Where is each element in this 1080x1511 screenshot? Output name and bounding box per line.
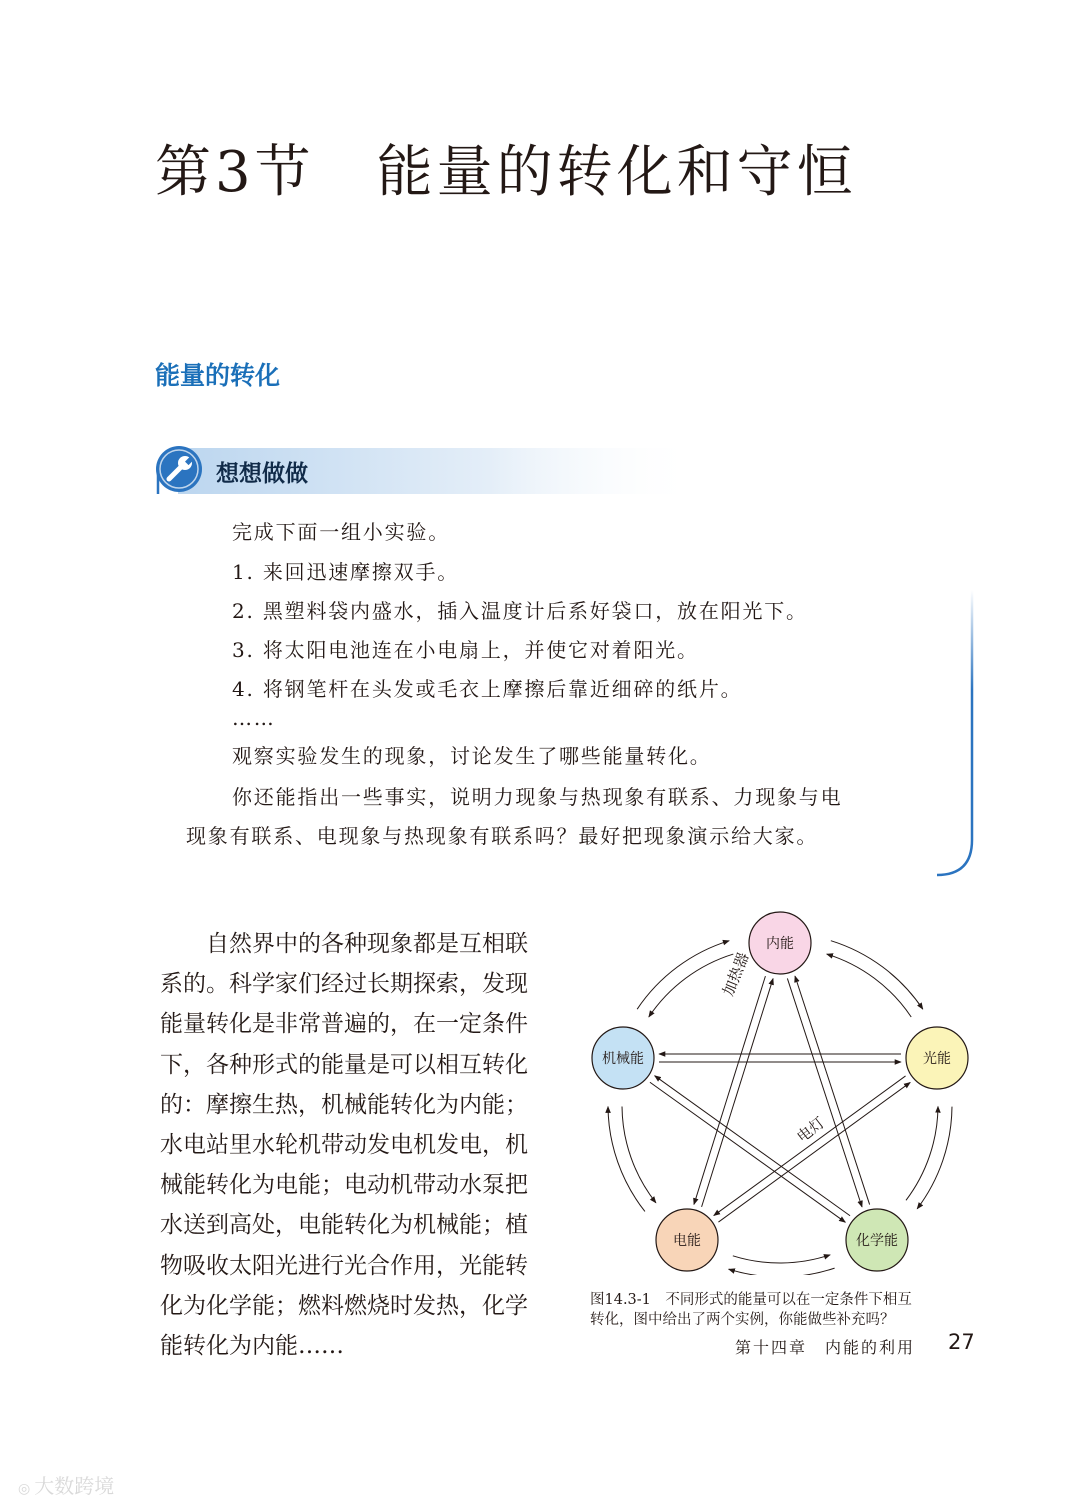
activity-box [150,440,980,885]
conversion-arrow [831,941,923,1009]
section-number: 第3节 [155,140,315,205]
body-line: 物吸收太阳光进行光合作用，光能转 [160,1252,528,1279]
figure-caption [590,1290,990,1330]
activity-line: 1. 来回迅速摩擦双手。 [232,560,460,584]
conversion-arrow [608,1107,645,1212]
conversion-arrow [637,941,729,1009]
watermark-text: 大数跨境 [34,1474,115,1498]
activity-line: 完成下面一组小实验。 [232,520,450,544]
watermark [18,1470,114,1499]
body-line: 能转化为内能…… [160,1332,344,1359]
conversion-arrow [906,1106,938,1200]
conversion-arrow [694,976,765,1204]
page-number: 27 [948,1330,975,1354]
section-heading: 能量的转化 [155,361,281,390]
body-line: 系的。科学家们经过长期探索，发现 [160,971,528,998]
activity-line: 3. 将太阳电池连在小电扇上，并使它对着阳光。 [232,638,699,662]
conversion-arrow [622,1106,656,1202]
energy-conversion-diagram [580,905,980,1275]
chapter-title [155,128,857,208]
body-line: 自然界中的各种现象都是互相联 [206,931,528,957]
node-label: 机械能 [602,1051,644,1067]
node-chemical-energy [846,1209,908,1271]
conversion-arrow [733,1255,830,1263]
node-label: 电能 [673,1233,701,1249]
body-line: 化为化学能；燃料燃烧时发热，化学 [160,1292,528,1319]
conversion-arrow [917,1107,952,1209]
conversion-arrow [787,978,862,1207]
activity-line: 你还能指出一些事实，说明力现象与热现象有联系、力现象与电 [232,785,843,809]
conversion-arrow [729,1268,835,1275]
node-label: 光能 [923,1051,951,1067]
activity-line: 观察实验发生的现象，讨论发生了哪些能量转化。 [232,744,712,768]
conversion-arrow [827,954,912,1017]
node-light-energy [906,1027,968,1089]
diagram-canvas [580,905,980,1275]
body-line: 的：摩擦生热，机械能转化为内能； [160,1091,528,1118]
wrench-icon [154,444,204,494]
conversion-arrow [655,1076,850,1216]
node-label: 内能 [766,936,794,952]
activity-line: 2. 黑塑料袋内盛水，插入温度计后系好袋口，放在阳光下。 [232,599,808,623]
body-line: 水送到高处，电能转化为机械能；植 [160,1212,528,1239]
caption-line: 转化，图中给出了两个实例，你能做些补充吗？ [590,1312,895,1328]
node-label: 化学能 [856,1233,898,1249]
conversion-arrow [702,979,773,1207]
conversion-arrow [714,1076,906,1216]
activity-title: 想想做做 [216,461,308,487]
conversion-arrow [795,976,870,1205]
activity-line: …… [232,706,276,730]
activity-line: 4. 将钢笔杆在头发或毛衣上摩擦后靠近细碎的纸片。 [232,677,743,701]
body-paragraph [160,924,550,1366]
heater-label: 加热器 [719,950,753,999]
activity-line: 现象有联系、电现象与热现象有联系吗？最好把现象演示给大家。 [186,824,819,848]
node-mechanical-energy [592,1027,654,1089]
caption-line: 图14.3-1 不同形式的能量可以在一定条件下相互 [590,1292,912,1308]
body-line: 能量转化是非常普遍的，在一定条件 [160,1011,528,1038]
node-electric-energy [656,1209,718,1271]
footer-chapter: 第十四章 内能的利用 [735,1338,916,1357]
node-internal-energy [749,912,811,974]
section-name: 能量的转化和守恒 [376,140,857,205]
diagram-nodes [592,912,968,1271]
body-line: 械能转化为电能；电动机带动水泵把 [160,1172,528,1199]
lamp-label: 电灯 [793,1113,829,1147]
body-line: 下，各种形式的能量是可以相互转化 [160,1051,528,1078]
body-line: 水电站里水轮机带动发电机发电，机 [160,1131,528,1158]
watermark-logo-icon: ◎ [18,1481,31,1497]
